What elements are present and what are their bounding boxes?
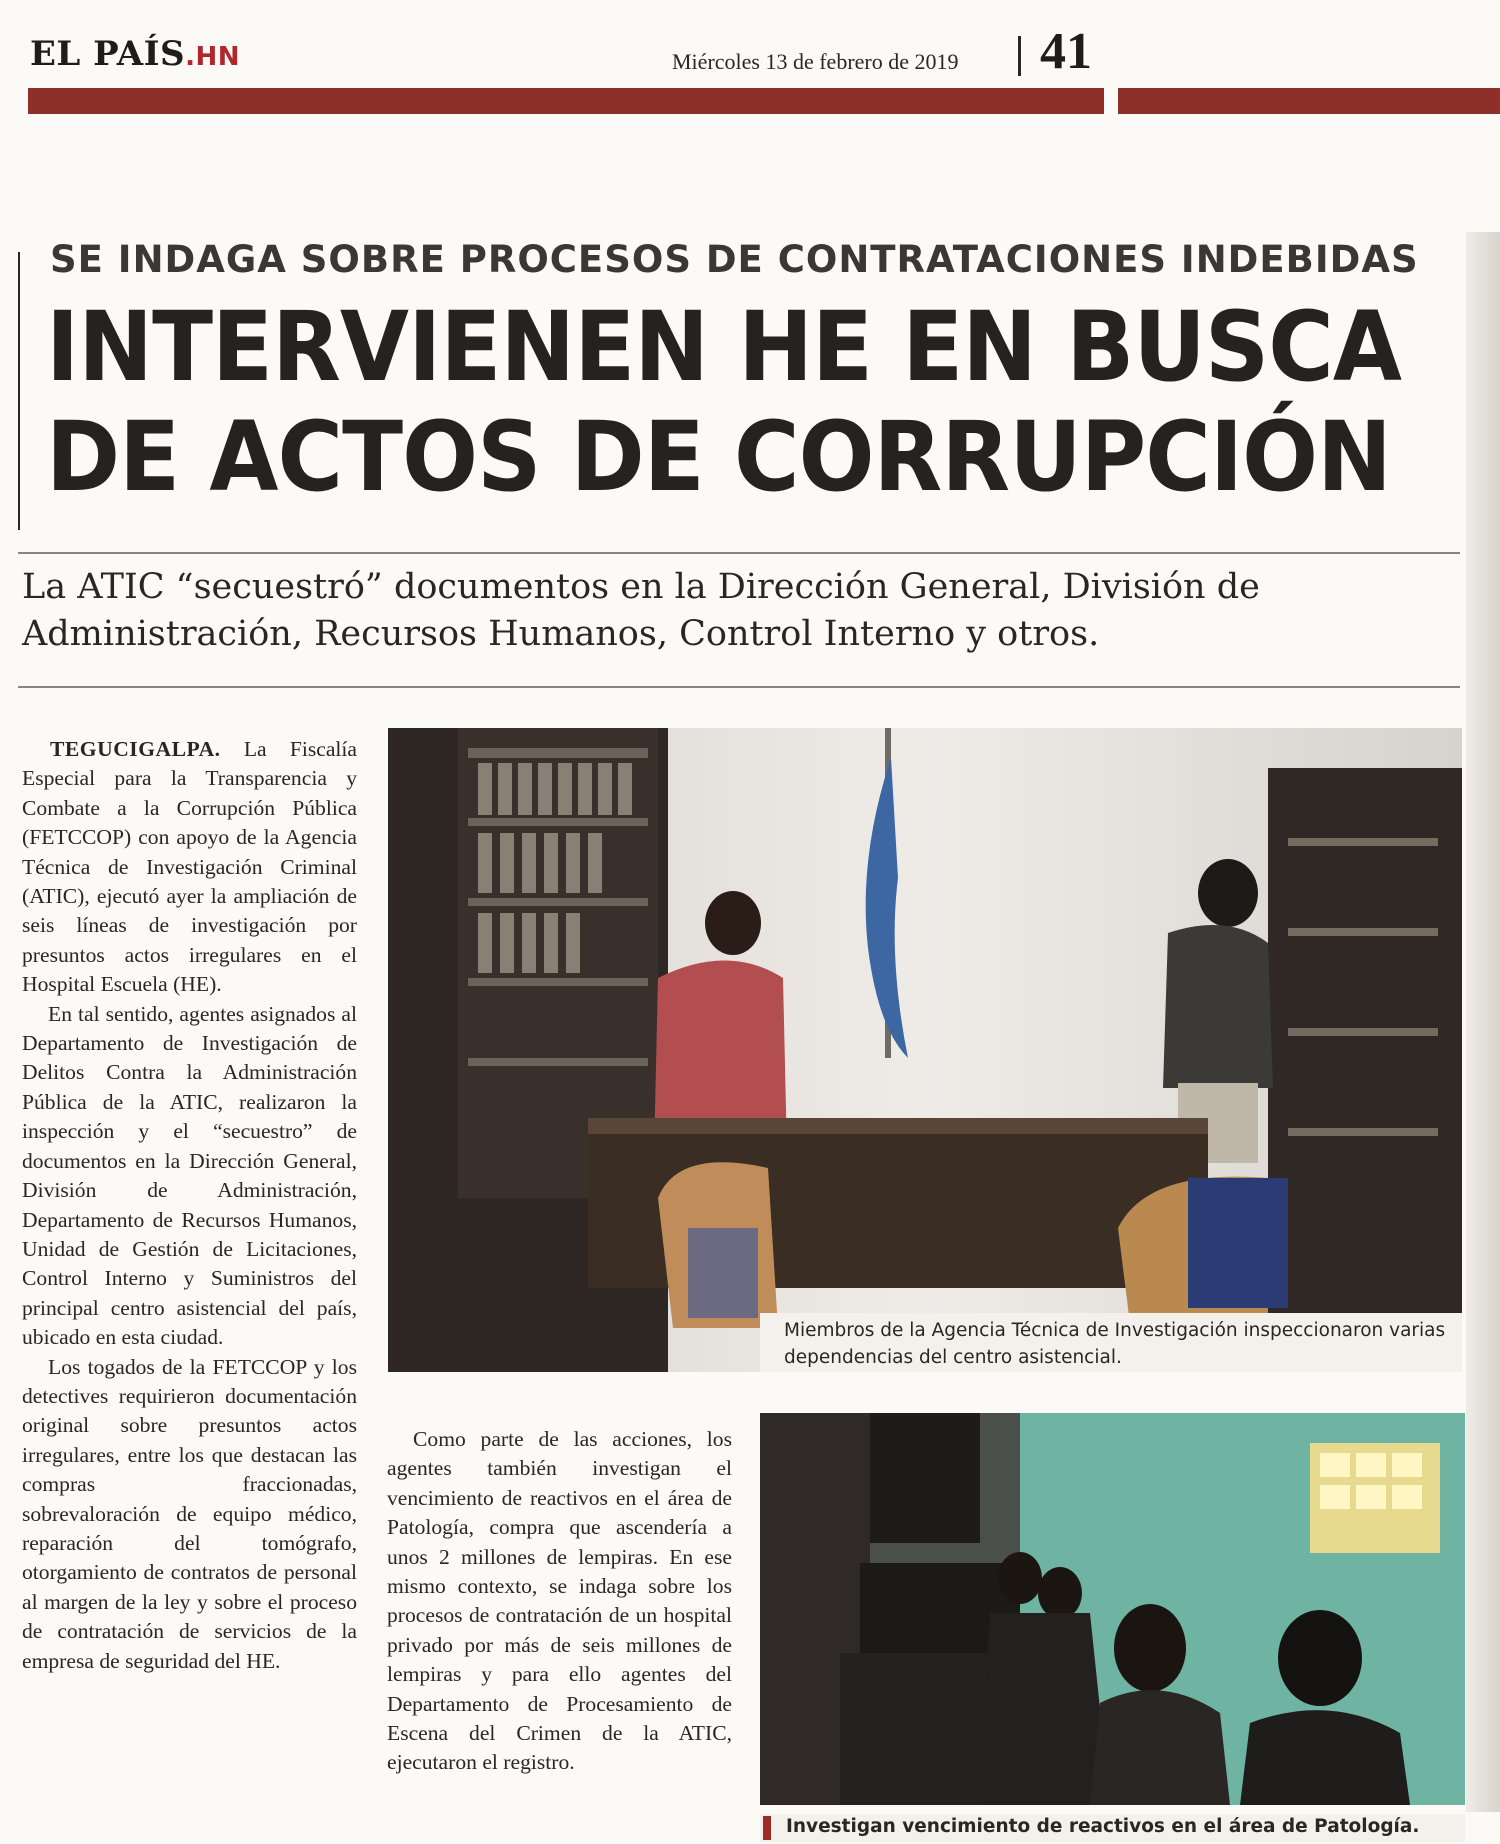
second-photo — [760, 1413, 1465, 1805]
headline-line-1: INTERVIENEN HE EN BUSCA — [46, 291, 1402, 403]
article-body-column-left — [22, 735, 357, 1676]
office-inspection-photo — [388, 728, 1462, 1372]
logo-main: EL PAÍS — [30, 34, 186, 74]
article-paragraph: Como parte de las acciones, los agentes también investigan el vencimiento de reactivos en el área de Patología, compra que ascendería a unos 2 millones de lempiras. En ese mismo contexto, se indaga sobre los procesos de contratación de un hospital privado por más de seis millones de lempiras y para ello agentes del Departamento de Procesamiento de Escena del Crimen de la ATIC, ejecutaron el registro. — [387, 1427, 732, 1775]
pathology-area-photo — [760, 1413, 1465, 1805]
headline-line-2: DE ACTOS DE CORRUPCIÓN — [46, 401, 1391, 513]
main-photo — [388, 728, 1462, 1372]
main-photo-caption: Miembros de la Agencia Técnica de Investigación inspeccionaron varias dependencias del centro asistencial. — [760, 1313, 1462, 1372]
article-paragraph: Los togados de la FETCCOP y los detectives requirieron documentación original sobre presuntos actos irregulares, entre los que destacan las compras fraccionadas, sobrevaloración de equipo médico, reparación del tomógrafo, otorgamiento de contratos de personal al margen de la ley y sobre el proceso de contratación de servicios de la empresa de seguridad del HE. — [22, 1354, 357, 1673]
newspaper-logo — [30, 34, 240, 74]
paragraph-text: La Fiscalía Especial para la Transparencia y Combate a la Corrupción Pública (FETCCOP) con apoyo de la Agencia Técnica de Investigación Criminal (ATIC), ejecutó ayer la ampliación de seis líneas de investigación por presuntos actos irregulares en el Hospital Escuela (HE). — [22, 737, 357, 997]
article-headline — [46, 291, 1402, 513]
issue-date: Miércoles 13 de febrero de 2019 — [672, 49, 959, 74]
article-paragraph: En tal sentido, agentes asignados al Departamento de Investigación de Delitos Contra la Administración Pública de la ATIC, realizaron la inspección y el “secuestro” de documentos en la Dirección General, División de Administración, Departamento de Recursos Humanos, Unidad de Gestión de Licitaciones, Control Interno y Suministros del principal centro asistencial del país, ubicado en esta ciudad. — [22, 1001, 357, 1350]
second-photo-caption — [760, 1814, 1465, 1842]
caption-marker — [763, 1816, 771, 1840]
masthead-divider — [1018, 36, 1021, 76]
divider — [18, 686, 1460, 688]
article-subhead: La ATIC “secuestró” documentos en la Dirección General, División de Administración, Recursos Humanos, Control Interno y otros. — [22, 567, 1260, 654]
article-kicker: SE INDAGA SOBRE PROCESOS DE CONTRATACIONES INDEBIDAS — [50, 238, 1419, 281]
dateline: TEGUCIGALPA. — [50, 737, 221, 761]
divider — [18, 552, 1460, 554]
headline-side-rule — [18, 252, 20, 530]
page-number: 41 — [1040, 23, 1092, 80]
article-paragraph — [22, 735, 357, 1000]
logo-suffix: .HN — [185, 42, 240, 72]
second-caption-text: Investigan vencimiento de reactivos en el área de Patología. — [786, 1816, 1420, 1837]
adjacent-page-edge — [1466, 232, 1500, 1812]
masthead-red-rule — [28, 88, 1104, 114]
article-body-column-middle — [387, 1425, 732, 1778]
masthead-red-rule-right — [1118, 88, 1500, 114]
